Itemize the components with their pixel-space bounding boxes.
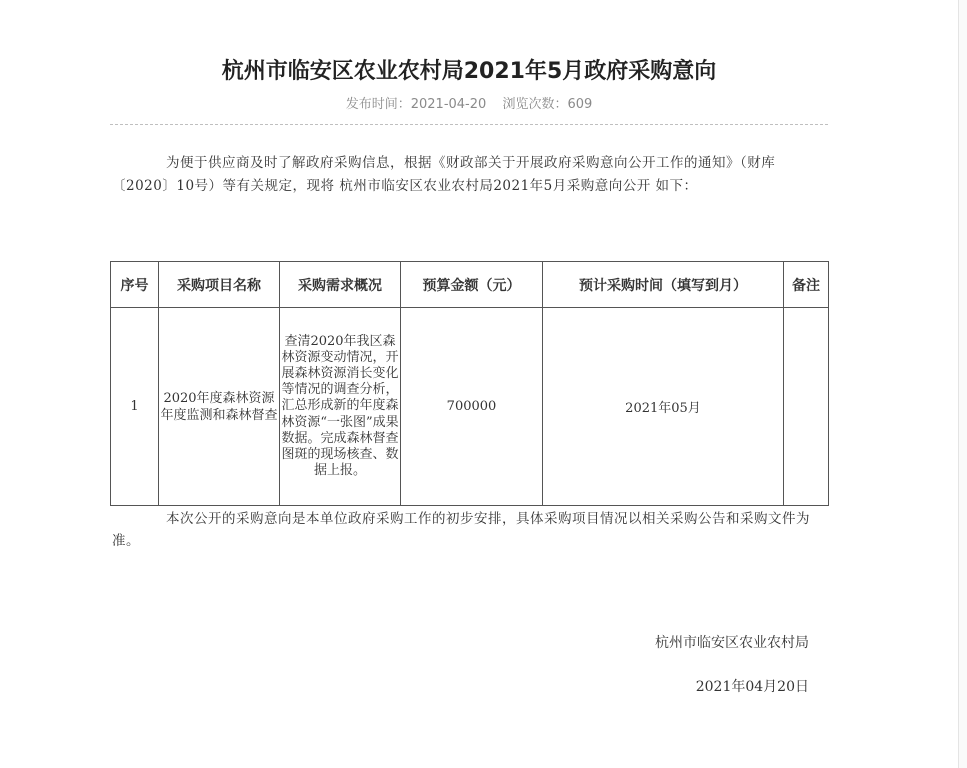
- article-meta: [110, 97, 828, 113]
- title-divider: [110, 124, 828, 125]
- intro-paragraph: 为便于供应商及时了解政府采购信息，根据《财政部关于开展政府采购意向公开工作的通知》（财库〔2020〕10号）等有关规定，现将 杭州市临安区农业农村局2021年5月采购意向公开 如下：: [112, 155, 776, 194]
- cell-no: 1: [111, 308, 159, 506]
- procurement-table: [110, 261, 829, 506]
- col-header-remark: 备注: [784, 262, 829, 308]
- page-title: 杭州市临安区农业农村局2021年5月政府采购意向: [221, 59, 717, 84]
- col-header-demand: 采购需求概况: [280, 262, 401, 308]
- closing-paragraph: 本次公开的采购意向是本单位政府采购工作的初步安排，具体采购项目情况以相关采购公告和采购文件为准。: [112, 511, 810, 549]
- view-count: 浏览次数：609: [502, 97, 593, 112]
- scrollbar-track[interactable]: [958, 0, 967, 768]
- cell-project-name: 2020年度森林资源年度监测和森林督查: [159, 308, 280, 506]
- table-header-row: [111, 262, 829, 308]
- signature-date: 2021年04月20日: [695, 679, 809, 695]
- cell-budget: 700000: [401, 308, 543, 506]
- signature-org: 杭州市临安区农业农村局: [655, 635, 809, 651]
- cell-time: 2021年05月: [543, 308, 784, 506]
- cell-demand: 查清2020年我区森林资源变动情况，开展森林资源消长变化等情况的调查分析，汇总形成新的年度森林资源“一张图”成果数据。完成森林督查图斑的现场核查、数据上报。: [280, 308, 401, 506]
- table-row: [111, 308, 829, 506]
- col-header-no: 序号: [111, 262, 159, 308]
- publish-time: 发布时间：2021-04-20: [345, 97, 487, 112]
- col-header-project-name: 采购项目名称: [159, 262, 280, 308]
- col-header-budget: 预算金额（元）: [401, 262, 543, 308]
- cell-remark: [784, 308, 829, 506]
- col-header-time: 预计采购时间（填写到月）: [543, 262, 784, 308]
